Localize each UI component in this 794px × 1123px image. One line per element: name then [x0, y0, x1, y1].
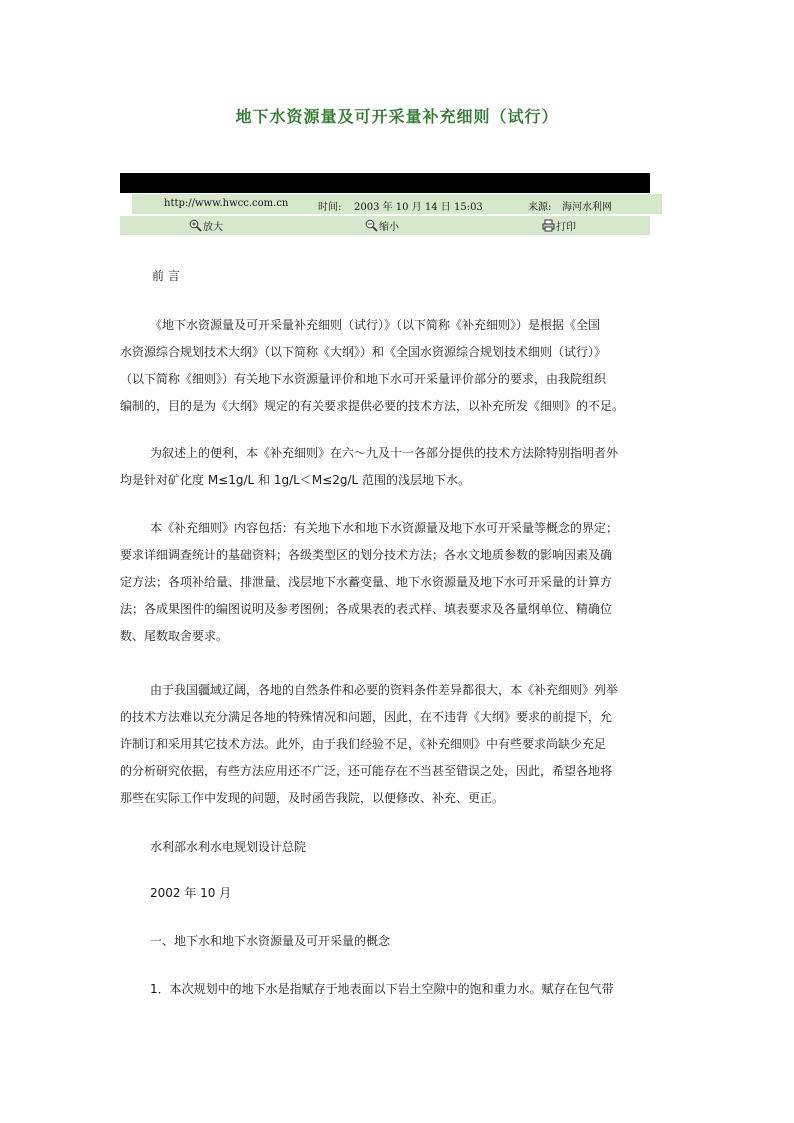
- page-title: 地下水资源量及可开采量补充细则（试行）: [235, 107, 559, 126]
- item-1: 1．本次规划中的地下水是指赋存于地表面以下岩土空隙中的饱和重力水。赋存在包气带: [150, 982, 614, 996]
- zoom-out-label: 缩小: [379, 222, 399, 233]
- zoom-in-button[interactable]: [189, 218, 223, 233]
- print-button[interactable]: [542, 218, 576, 233]
- preface-heading: 前 言: [152, 269, 180, 283]
- printer-icon: [542, 219, 555, 232]
- paragraph-4: 由于我国疆域辽阔，各地的自然条件和必要的资料条件差异都很大，本《补充细则》列举 的技术方法难以充分满足各地的特殊情况和问题，因此，在不违背《大纲》要求的前提下，允 许制订和采用其它技术方法。此外，由于我们经验不足，《补充细则》中有些要求尚缺少充足 的分析研究依据，有些方法应用还不广泛，还可能存在不当甚至错误之处，因此，希望各地将 那些在实际工作中发现的问题，及时函告我院，以便修改、补充、更正。: [120, 683, 619, 805]
- tools-bar: [120, 216, 650, 235]
- section-heading-1: 一、地下水和地下水资源量及可开采量的概念: [150, 934, 391, 948]
- print-label: 打印: [556, 222, 576, 233]
- paragraph-1: 《地下水资源量及可开采量补充细则（试行）》（以下简称《补充细则》）是根据《全国 水资源综合规划技术大纲》（以下简称《大纲》）和《全国水资源综合规划技术细则（试行）》 （以下简称《细则》）有关地下水资源量评价和地下水可开采量评价部分的要求，由我院组织 编制的，目的是为《大纲》规定的有关要求提供必要的技术方法，以补充所发《细则》的不足。: [120, 318, 625, 413]
- time-label: 时间:: [318, 202, 342, 213]
- organization: 水利部水利水电规划设计总院: [150, 840, 307, 854]
- header-black-bar: [120, 173, 650, 193]
- source-label: 来源:: [528, 202, 552, 213]
- article-info-bar: [132, 194, 662, 214]
- date: 2002 年 10 月: [150, 886, 232, 900]
- zoom-in-label: 放大: [203, 222, 223, 233]
- magnifier-plus-icon: [189, 219, 202, 232]
- zoom-out-button[interactable]: [365, 218, 399, 233]
- source-url[interactable]: http://www.hwcc.com.cn: [164, 198, 289, 209]
- magnifier-minus-icon: [365, 219, 378, 232]
- paragraph-2: 为叙述上的便利，本《补充细则》在六～九及十一各部分提供的技术方法除特别指明者外 均是针对矿化度 M≤1g/L 和 1g/L＜M≤2g/L 范围的浅层地下水。: [120, 446, 619, 487]
- source-value: 海河水利网: [562, 202, 612, 213]
- time-value: 2003 年 10 月 14 日 15:03: [354, 202, 483, 213]
- paragraph-3: 本《补充细则》内容包括：有关地下水和地下水资源量及地下水可开采量等概念的界定； 要求详细调查统计的基础资料；各级类型区的划分技术方法；各水文地质参数的影响因素及确 定方法；各项补给量、排泄量、浅层地下水蓄变量、地下水资源量及地下水可开采量的计算方 法；各成果图件的编图说明及参考图例；各成果表的表式样、填表要求及各量纲单位、精确位 数、尾数取舍要求。: [120, 521, 619, 643]
